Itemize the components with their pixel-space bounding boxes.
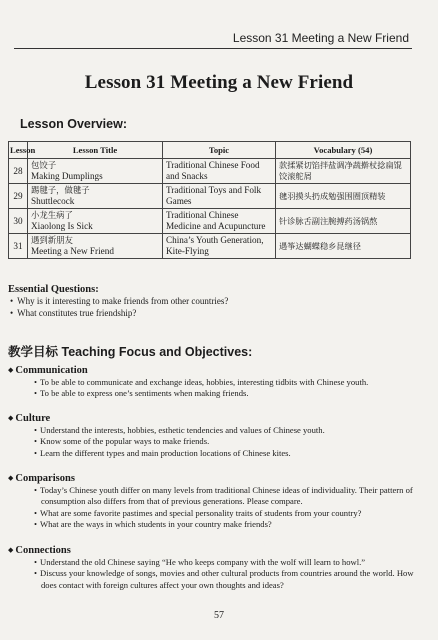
lesson-number: 30 bbox=[9, 209, 28, 234]
lesson-title-chinese: 小龙生病了 bbox=[31, 210, 73, 220]
topic-cell: China’s Youth Generation, Kite-Flying bbox=[163, 234, 276, 259]
lesson-number: 31 bbox=[9, 234, 28, 259]
lesson-title-chinese: 遇到新朋友 bbox=[31, 235, 73, 245]
topic-cell: Traditional Chinese Food and Snacks bbox=[163, 159, 276, 184]
lesson-number: 28 bbox=[9, 159, 28, 184]
essential-questions-list bbox=[10, 296, 228, 319]
culture-list bbox=[34, 425, 414, 459]
objectives-heading-chinese: 教学目标 bbox=[8, 344, 59, 359]
diamond-bullet-icon: ◆ bbox=[8, 474, 14, 482]
section-communication bbox=[8, 365, 88, 376]
lesson-title-cell bbox=[28, 184, 163, 209]
vocabulary-cell: 毽羽摸头扔成勉强围圈顶精装 bbox=[276, 184, 411, 209]
section-connections bbox=[8, 545, 71, 556]
list-item: • To be able to express one’s sentiments when making friends. bbox=[34, 388, 414, 399]
list-item: • Understand the interests, hobbies, esthetic tendencies and values of Chinese youth. bbox=[34, 425, 414, 436]
connections-list bbox=[34, 557, 414, 591]
lesson-title-cell bbox=[28, 159, 163, 184]
objectives-heading-english: Teaching Focus and Objectives: bbox=[58, 345, 253, 359]
list-item: • Discuss your knowledge of songs, movies and other cultural products from countries around the world. How does contact with foreign cultures affect your own thoughts and ideas? bbox=[34, 568, 414, 591]
lesson-title-cell bbox=[28, 234, 163, 259]
section-comparisons bbox=[8, 473, 75, 484]
section-title: Communication bbox=[15, 365, 88, 376]
column-header-topic: Topic bbox=[163, 142, 276, 159]
diamond-bullet-icon: ◆ bbox=[8, 546, 14, 554]
section-title: Comparisons bbox=[15, 473, 75, 484]
table-header-row bbox=[9, 142, 411, 159]
lesson-title-english: Meeting a New Friend bbox=[31, 246, 114, 256]
column-header-lesson: Lesson bbox=[9, 142, 28, 159]
lesson-title: Lesson 31 Meeting a New Friend bbox=[84, 72, 354, 93]
running-header: Lesson 31 Meeting a New Friend bbox=[232, 31, 409, 45]
list-item: • Learn the different types and main production locations of Chinese kites. bbox=[34, 448, 414, 459]
section-culture bbox=[8, 413, 50, 424]
list-item: • Know some of the popular ways to make friends. bbox=[34, 436, 414, 447]
vocabulary-cell: 遇筝达蝴蝶稳乡昆继径 bbox=[276, 234, 411, 259]
list-item: • What are the ways in which students in your country make friends? bbox=[34, 519, 414, 530]
table-row bbox=[9, 159, 411, 184]
table-row bbox=[9, 209, 411, 234]
list-item: • To be able to communicate and exchange ideas, hobbies, interesting tidbits with Chinese youth. bbox=[34, 377, 414, 388]
section-title: Connections bbox=[15, 545, 71, 556]
column-header-lesson-title: Lesson Title bbox=[28, 142, 163, 159]
lesson-number: 29 bbox=[9, 184, 28, 209]
diamond-bullet-icon: ◆ bbox=[8, 366, 14, 374]
lesson-title-english: Xiaolong Is Sick bbox=[31, 221, 93, 231]
table-row bbox=[9, 234, 411, 259]
topic-cell: Traditional Toys and Folk Games bbox=[163, 184, 276, 209]
communication-list bbox=[34, 377, 414, 400]
header-rule bbox=[14, 48, 412, 49]
lesson-title-english: Making Dumplings bbox=[31, 171, 103, 181]
lesson-title-chinese: 包饺子 bbox=[31, 160, 57, 170]
column-header-vocabulary: Vocabulary (54) bbox=[276, 142, 411, 159]
diamond-bullet-icon: ◆ bbox=[8, 414, 14, 422]
lesson-title-chinese: 踢毽子，做毽子 bbox=[31, 185, 90, 195]
essential-questions-heading: Essential Questions: bbox=[8, 284, 99, 295]
table-row bbox=[9, 184, 411, 209]
section-title: Culture bbox=[15, 413, 51, 424]
list-item: • What constitutes true friendship? bbox=[10, 308, 228, 320]
lesson-title-english: Shuttlecock bbox=[31, 196, 75, 206]
lesson-title-cell bbox=[28, 209, 163, 234]
comparisons-list bbox=[34, 485, 414, 530]
topic-cell: Traditional Chinese Medicine and Acupuncture bbox=[163, 209, 276, 234]
list-item: • Why is it interesting to make friends from other countries? bbox=[10, 296, 228, 308]
vocabulary-cell: 针诊脉舌副注腕搏药汤锅熬 bbox=[276, 209, 411, 234]
objectives-heading bbox=[8, 342, 252, 360]
vocabulary-cell: 款揉紧切馅拌盐调净蔬擀杖捻扁馄饺滚舵屑 bbox=[276, 159, 411, 184]
list-item: • Understand the old Chinese saying “He who keeps company with the wolf will learn to howl.” bbox=[34, 557, 414, 568]
overview-heading: Lesson Overview: bbox=[20, 117, 127, 131]
list-item: • What are some favorite pastimes and special personality traits of students from your country? bbox=[34, 508, 414, 519]
page-number: 57 bbox=[214, 610, 224, 621]
list-item: • Today’s Chinese youth differ on many levels from traditional Chinese ideas of individuality. Their pattern of consumption also differs from that of previous generations. Please compare. bbox=[34, 485, 414, 508]
lesson-overview-table bbox=[8, 141, 411, 259]
